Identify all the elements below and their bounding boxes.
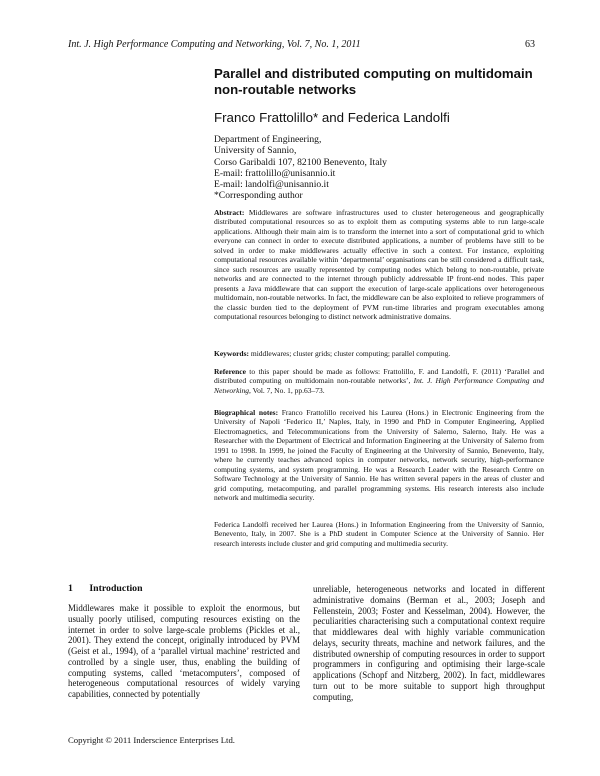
- intro-left-column: [68, 603, 300, 700]
- affiliation: [214, 134, 387, 202]
- abstract-label: Abstract:: [214, 208, 245, 217]
- reference: [214, 367, 544, 395]
- affiliation-line: Department of Engineering,: [214, 134, 322, 145]
- email-line: E-mail: landolfi@unisannio.it: [214, 179, 329, 191]
- biographical-notes: [214, 408, 544, 503]
- affiliation-line: Corso Garibaldi 107, 82100 Benevento, Italy: [214, 156, 387, 168]
- reference-journal: Int. J. High Performance Computing and Networking: [214, 376, 544, 395]
- keywords: [214, 349, 544, 358]
- keywords-label: Keywords:: [214, 349, 249, 358]
- abstract-text: Middlewares are software infrastructures used to cluster heterogeneous and geographically distributed computational resources so as to exploit them as computing systems able to run large-scale applications. Although their main aim is to transform the internet into a sort of computational grid to which everyone can connect in order to execute distributed applications, a number of problems have still to be solved in order to make middlewares actually effective in such a context. For instance, exploiting computational resources available within ‘departmental’ organisations can be still considered a difficult task, since such resources are usually represented by computing nodes which belong to non-routable, private networks and are connected to the internet through publicly addressable IP front-end nodes. This paper presents a Java middleware that can support the execution of large-scale applications over heterogeneous multidomain, non-routable networks. In fact, the middleware can be also exploited to relieve programmers of the classic burden tied to the deployment of PVM run-time libraries and program executables among computational resources belonging to distinct network administrative domains.: [214, 208, 545, 321]
- affiliation-line: University of Sannio,: [214, 145, 297, 157]
- page-number: 63: [525, 39, 535, 50]
- copyright-footer: Copyright © 2011 Inderscience Enterprises Ltd.: [68, 735, 235, 745]
- paper-title: Parallel and distributed computing on multidomain non-routable networks: [214, 66, 533, 97]
- biographical-label: Biographical notes:: [214, 408, 279, 417]
- email-line: E-mail: frattolillo@unisannio.it: [214, 167, 336, 179]
- section-heading: [68, 583, 143, 594]
- intro-paragraph-continued: unreliable, heterogeneous networks and located in different administrative domains (Berman et al., 2003; Joseph and Fellenstein, 2003; Foster and Kesselman, 2004). However, the peculiarities characterising such a computational context require that middlewares deal with highly variable communication delays, security threats, machine and network failures, and the distributed ownership of computing resources in order to support programmers in configuring and optimising their large-scale applications (Schopf and Nitzberg, 2002). In fact, middlewares turn out to be more suitable to support high throughput computing,: [313, 584, 545, 702]
- keywords-text: middlewares; cluster grids; cluster computing; parallel computing.: [250, 349, 451, 358]
- journal-header: Int. J. High Performance Computing and Networking, Vol. 7, No. 1, 2011: [68, 39, 361, 50]
- abstract: [214, 208, 544, 321]
- authors: Franco Frattolillo* and Federica Landolfi: [214, 110, 450, 125]
- reference-label: Reference: [214, 367, 246, 376]
- intro-paragraph: Middlewares make it possible to exploit the enormous, but usually poorly utilised, computing resources existing on the internet in order to solve large-scale problems (Pickles et al., 2001). They extend the concept, originally introduced by PVM (Geist et al., 1994), of a ‘parallel virtual machine’ restricted and controlled by a single user, thus, enabling the building of computing systems, called ‘metacomputers’, composed of heterogeneous computational resources of widely varying capabilities, connected by potentially: [68, 603, 300, 699]
- section-title: Introduction: [89, 583, 143, 594]
- corresponding-author-note: *Corresponding author: [214, 190, 303, 202]
- intro-right-column: [313, 584, 545, 702]
- reference-volume: , Vol. 7, No. 1, pp.63–73.: [249, 385, 325, 395]
- bio-landolfi: Federica Landolfi received her Laurea (Hons.) in Information Engineering from the University of Sannio, Benevento, Italy, in 2007. She is a PhD student in Computer Science at the University of Sannio. Her research interests include cluster and grid computing and multimedia security.: [214, 520, 544, 548]
- bio-frattolillo: Franco Frattolillo received his Laurea (Hons.) in Electronic Engineering from the University of Napoli ‘Federico II,’ Naples, Italy, in 1990 and PhD in Computer Engineering, Applied Electromagnetics, and Telecommunications from the University of Salerno, Salerno, Italy. He was a Researcher with the Department of Electrical and Information Engineering at the University of Salerno from 1991 to 1998. In 1999, he joined the Faculty of Engineering at the University of Sannio, Benevento, Italy, where he currently teaches advanced topics in computer networks, network security, high-performance computing systems, and system programming. He was a Research Leader with the Research Centre on Software Technology at the University of Sannio. He has written several papers in the areas of cluster and grid computing, metacomputing, and parallel programming systems. His research interests also include network and multimedia security.: [214, 408, 545, 503]
- reference-text: to this paper should be made as follows: Frattolillo, F. and Landolfi, F. (2011) ‘Parallel and distributed computing on multidomain non-routable networks’,: [214, 367, 545, 386]
- section-number: 1: [68, 583, 73, 594]
